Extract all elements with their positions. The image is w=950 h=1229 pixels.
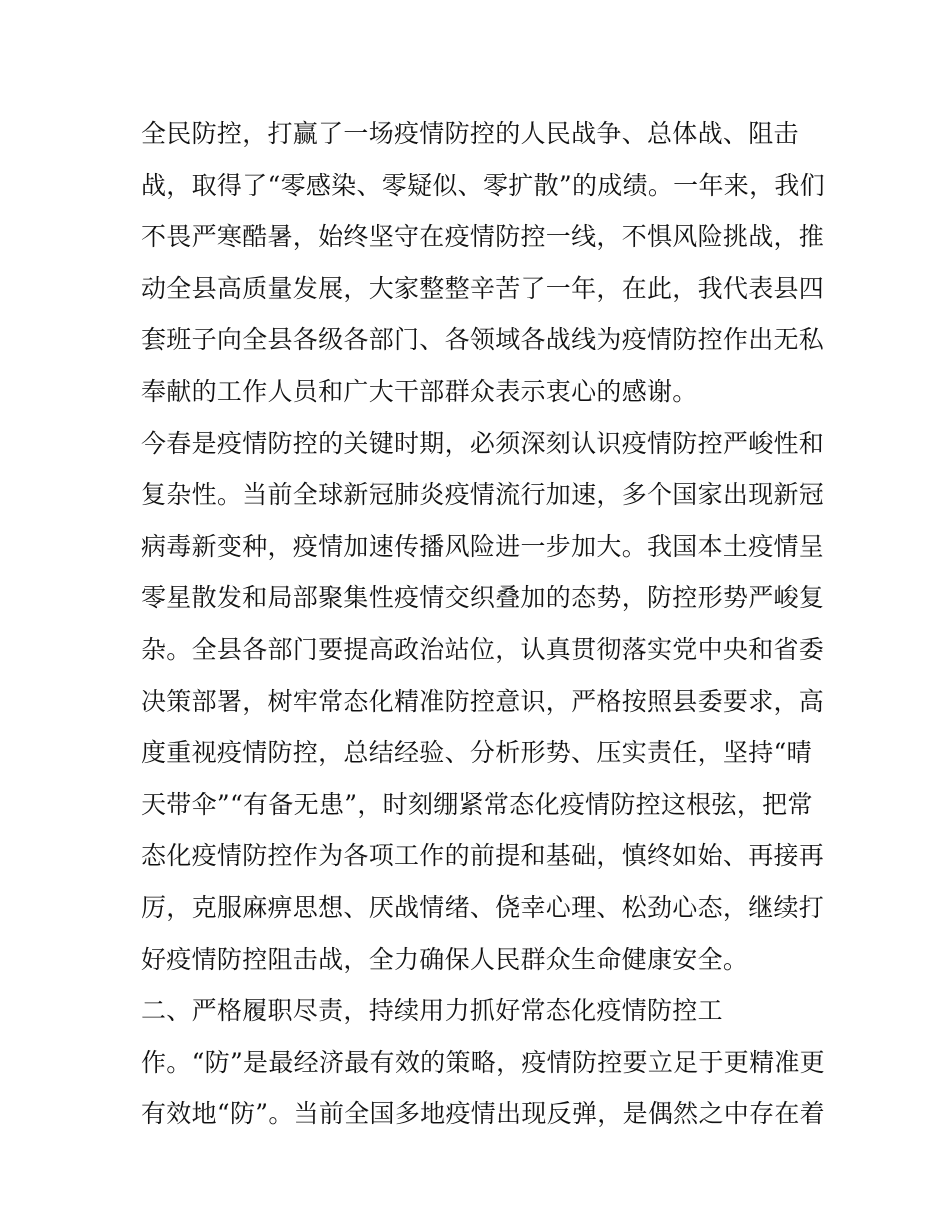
body-text bbox=[141, 108, 825, 1140]
text-line: 杂。全县各部门要提高政治站位，认真贯彻落实党中央和省委 bbox=[141, 634, 825, 664]
text-line: 厉，克服麻痹思想、厌战情绪、侥幸心理、松劲心态，继续打 bbox=[141, 892, 825, 922]
text-line: 复杂性。当前全球新冠肺炎疫情流行加速，多个国家出现新冠 bbox=[141, 480, 825, 510]
text-line: 今春是疫情防控的关键时期，必须深刻认识疫情防控严峻性和 bbox=[141, 428, 825, 458]
text-line: 套班子向全县各级各部门、各领域各战线为疫情防控作出无私 bbox=[141, 325, 825, 355]
text-line: 天带伞”“有备无患”，时刻绷紧常态化疫情防控这根弦，把常 bbox=[141, 789, 813, 819]
text-line: 零星散发和局部聚集性疫情交织叠加的态势，防控形势严峻复 bbox=[141, 583, 825, 613]
text-line: 好疫情防控阻击战，全力确保人民群众生命健康安全。 bbox=[141, 944, 749, 974]
text-line: 全民防控，打赢了一场疫情防控的人民战争、总体战、阻击 bbox=[141, 119, 799, 148]
text-line: 不畏严寒酷暑，始终坚守在疫情防控一线，不惧风险挑战，推 bbox=[141, 222, 825, 252]
section-heading: 二、严格履职尽责，持续用力抓好常态化疫情防控工 bbox=[141, 996, 723, 1026]
text-line: 病毒新变种，疫情加速传播风险进一步加大。我国本土疫情呈 bbox=[141, 531, 825, 561]
text-line: 决策部署，树牢常态化精准防控意识，严格按照县委要求，高 bbox=[141, 686, 825, 716]
text-line: 态化疫情防控作为各项工作的前提和基础，慎终如始、再接再 bbox=[141, 841, 825, 871]
text-line: 战，取得了“零感染、零疑似、零扩散”的成绩。一年来，我们 bbox=[141, 170, 825, 200]
text-line: 有效地“防”。当前全国多地疫情出现反弹，是偶然之中存在着 bbox=[141, 1099, 825, 1129]
text-line: 作。“防”是最经济最有效的策略，疫情防控要立足于更精准更 bbox=[141, 1047, 825, 1077]
text-line: 奉献的工作人员和广大干部群众表示衷心的感谢。 bbox=[141, 376, 698, 406]
text-line: 度重视疫情防控，总结经验、分析形势、压实责任，坚持“晴 bbox=[141, 738, 812, 768]
text-line: 动全县高质量发展，大家整整辛苦了一年，在此，我代表县四 bbox=[141, 273, 825, 303]
